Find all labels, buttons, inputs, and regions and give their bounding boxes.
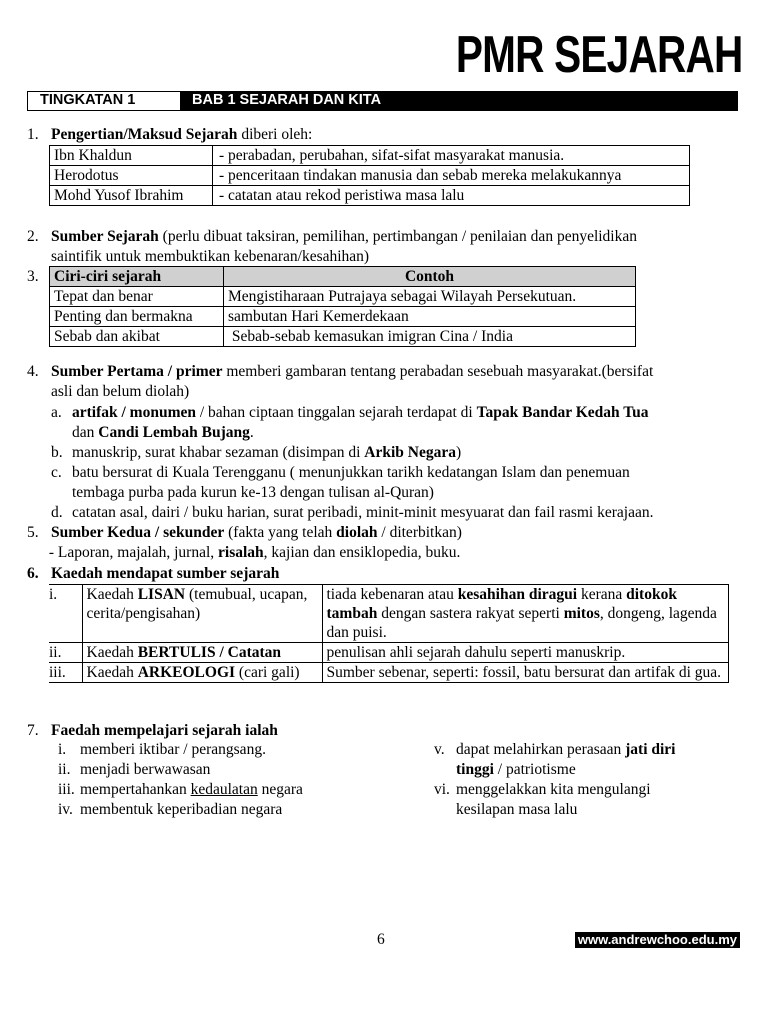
section-5-title: Sumber Kedua / sekunder — [51, 524, 225, 541]
method-cell — [82, 663, 322, 683]
benefit-item-cont: kesilapan masa lalu — [456, 801, 578, 818]
website-link[interactable]: www.andrewchoo.edu.my — [575, 932, 740, 948]
item-mark: d. — [51, 504, 63, 521]
section-5-text: - Laporan, majalah, jurnal, — [45, 544, 219, 561]
method-description — [322, 585, 729, 643]
description-text: tiada kebenaran atau — [326, 586, 458, 603]
bold-term: Arkib Negara — [364, 444, 456, 461]
bold-term: Candi Lembah Bujang — [98, 424, 250, 441]
benefit-text: dapat melahirkan perasaan — [456, 741, 626, 758]
section-4-title: Sumber Pertama / primer — [51, 363, 223, 380]
definition-author: Mohd Yusof Ibrahim — [50, 186, 213, 206]
benefit-item-cont — [456, 760, 576, 780]
benefit-text: / patriotisme — [493, 761, 576, 778]
level-label: TINGKATAN 1 — [28, 92, 184, 110]
description-text: dengan sastera rakyat seperti — [377, 605, 564, 622]
example-cell: sambutan Hari Kemerdekaan — [224, 307, 636, 327]
section-3-number: 3. — [27, 268, 39, 285]
bold-term: mitos — [563, 605, 600, 622]
section-2-line-2: saintifik untuk membuktikan kebenaran/kesahihan) — [51, 248, 370, 265]
table-row — [50, 327, 636, 347]
definition-text: - catatan atau rekod peristiwa masa lalu — [213, 186, 690, 206]
description-text: , dongeng, lagenda dan puisi. — [326, 605, 717, 641]
bold-term: artifak / monumen — [72, 404, 196, 421]
section-4-line-2: asli dan belum diolah) — [51, 383, 190, 400]
column-header: Contoh — [224, 267, 636, 287]
method-text: (cari gali) — [235, 664, 300, 681]
benefit-item: menjadi berwawasan — [80, 761, 211, 778]
trait-cell: Tepat dan benar — [50, 287, 224, 307]
section-6-number — [27, 564, 39, 584]
row-index: ii. — [49, 643, 82, 663]
trait-cell: Penting dan bermakna — [50, 307, 224, 327]
method-text: Kaedah — [86, 664, 138, 681]
table-header-row — [50, 267, 636, 287]
method-description: Sumber sebenar, seperti: fossil, batu bersurat dan artifak di gua. — [322, 663, 729, 683]
item-4a-line-1 — [72, 403, 649, 423]
row-index: i. — [49, 585, 82, 643]
item-mark: vi. — [434, 781, 450, 798]
benefit-item: memberi iktibar / perangsang. — [80, 741, 266, 758]
table-row — [50, 287, 636, 307]
item-4c-line-1: batu bersurat di Kuala Terengganu ( menunjukkan tarikh kedatangan Islam dan penemuan — [72, 464, 630, 481]
method-name: LISAN — [137, 586, 186, 603]
item-mark: i. — [58, 741, 67, 758]
item-4c-line-2: tembaga purba pada kurun ke-13 dengan tulisan al-Quran) — [72, 484, 434, 501]
example-cell: Mengistiharaan Putrajaya sebagai Wilayah Persekutuan. — [224, 287, 636, 307]
section-6-num-text: 6. — [27, 565, 39, 582]
item-mark: ii. — [58, 761, 71, 778]
benefit-item: menggelakkan kita mengulangi — [456, 781, 651, 798]
item-mark: a. — [51, 404, 62, 421]
table-row — [49, 585, 729, 643]
section-2-title: Sumber Sejarah — [51, 228, 159, 245]
benefit-text: mempertahankan — [80, 781, 191, 798]
definition-author: Ibn Khaldun — [50, 146, 213, 166]
bold-term: risalah — [218, 544, 264, 561]
section-5-text: / diterbitkan) — [377, 524, 462, 541]
example-cell: Sebab-sebab kemasukan imigran Cina / India — [224, 327, 636, 347]
method-cell — [82, 643, 322, 663]
benefit-item — [456, 740, 676, 760]
method-cell — [82, 585, 322, 643]
page-number: 6 — [377, 931, 385, 948]
benefit-item: membentuk keperibadian negara — [80, 801, 283, 818]
trait-cell: Sebab dan akibat — [50, 327, 224, 347]
chapter-header — [27, 91, 738, 111]
section-4-text: memberi gambaran tentang perabadan sesebuah masyarakat.(bersifat — [222, 363, 654, 380]
row-index: iii. — [49, 663, 82, 683]
table-row — [49, 643, 729, 663]
underlined-term: kedaulatan — [190, 781, 258, 798]
section-1-title: Pengertian/Maksud Sejarah — [51, 126, 238, 143]
section-5-number: 5. — [27, 524, 39, 541]
item-mark: iii. — [58, 781, 75, 798]
definition-author: Herodotus — [50, 166, 213, 186]
item-text: . — [249, 424, 254, 441]
brand-title: PMR SEJARAH — [455, 26, 742, 84]
section-1-heading — [51, 125, 312, 145]
definition-text: - penceritaan tindakan manusia dan sebab mereka melakukannya — [213, 166, 690, 186]
bold-term: jati diri — [625, 741, 676, 758]
section-6-title: Kaedah mendapat sumber sejarah — [51, 565, 280, 582]
traits-table — [49, 266, 636, 347]
method-text: Kaedah — [86, 586, 138, 603]
item-4b — [72, 443, 461, 463]
bold-term: diolah — [336, 524, 378, 541]
item-text: ) — [455, 444, 462, 461]
method-text: (temubual, ucapan, cerita/pengisahan) — [86, 586, 308, 622]
bold-term: kesahihan diragui — [457, 586, 578, 603]
column-header: Ciri-ciri sejarah — [50, 267, 224, 287]
bold-term: ditokok tambah — [326, 586, 677, 622]
methods-table — [49, 584, 729, 683]
table-row — [50, 166, 690, 186]
method-name: ARKEOLOGI — [137, 664, 236, 681]
benefit-text: negara — [257, 781, 303, 798]
section-1-rest: diberi oleh: — [237, 126, 313, 143]
section-2-text: (perlu dibuat taksiran, pemilihan, pertimbangan / penilaian dan penyelidikan — [158, 228, 637, 245]
section-4-line-1 — [51, 362, 653, 382]
table-row — [49, 663, 729, 683]
method-text: Kaedah — [86, 644, 138, 661]
section-2-line-1 — [51, 227, 637, 247]
item-4d: catatan asal, dairi / buku harian, surat peribadi, minit-minit mesyuarat dan fail rasmi kerajaan. — [72, 504, 654, 521]
section-7-number: 7. — [27, 722, 39, 739]
method-name: BERTULIS / Catatan — [137, 644, 282, 661]
table-row — [50, 307, 636, 327]
definitions-table — [49, 145, 690, 206]
section-5-text: , kajian dan ensiklopedia, buku. — [263, 544, 461, 561]
method-description: penulisan ahli sejarah dahulu seperti manuskrip. — [322, 643, 729, 663]
item-mark: c. — [51, 464, 62, 481]
chapter-label: BAB 1 SEJARAH DAN KITA — [184, 92, 737, 110]
item-mark: iv. — [58, 801, 73, 818]
item-mark: b. — [51, 444, 63, 461]
section-7-heading — [51, 721, 278, 741]
item-4a-line-2 — [72, 423, 254, 443]
section-2-number: 2. — [27, 228, 39, 245]
section-4-number: 4. — [27, 363, 39, 380]
section-5-line-1 — [51, 523, 462, 543]
table-row — [50, 146, 690, 166]
definition-text: - perabadan, perubahan, sifat-sifat masyarakat manusia. — [213, 146, 690, 166]
item-mark: v. — [434, 741, 445, 758]
section-7-title: Faedah mempelajari sejarah ialah — [51, 722, 278, 739]
description-text: kerana — [577, 586, 627, 603]
section-5-text: (fakta yang telah — [224, 524, 337, 541]
item-text: / bahan ciptaan tinggalan sejarah terdapat di — [196, 404, 477, 421]
section-6-heading — [51, 564, 279, 584]
table-row — [50, 186, 690, 206]
benefit-item — [80, 780, 303, 800]
bold-term: tinggi — [456, 761, 494, 778]
section-5-line-2 — [45, 543, 460, 563]
section-1-number: 1. — [27, 126, 39, 143]
item-text: manuskrip, surat khabar sezaman (disimpan di — [72, 444, 365, 461]
bold-term: Tapak Bandar Kedah Tua — [476, 404, 649, 421]
item-text: dan — [72, 424, 99, 441]
